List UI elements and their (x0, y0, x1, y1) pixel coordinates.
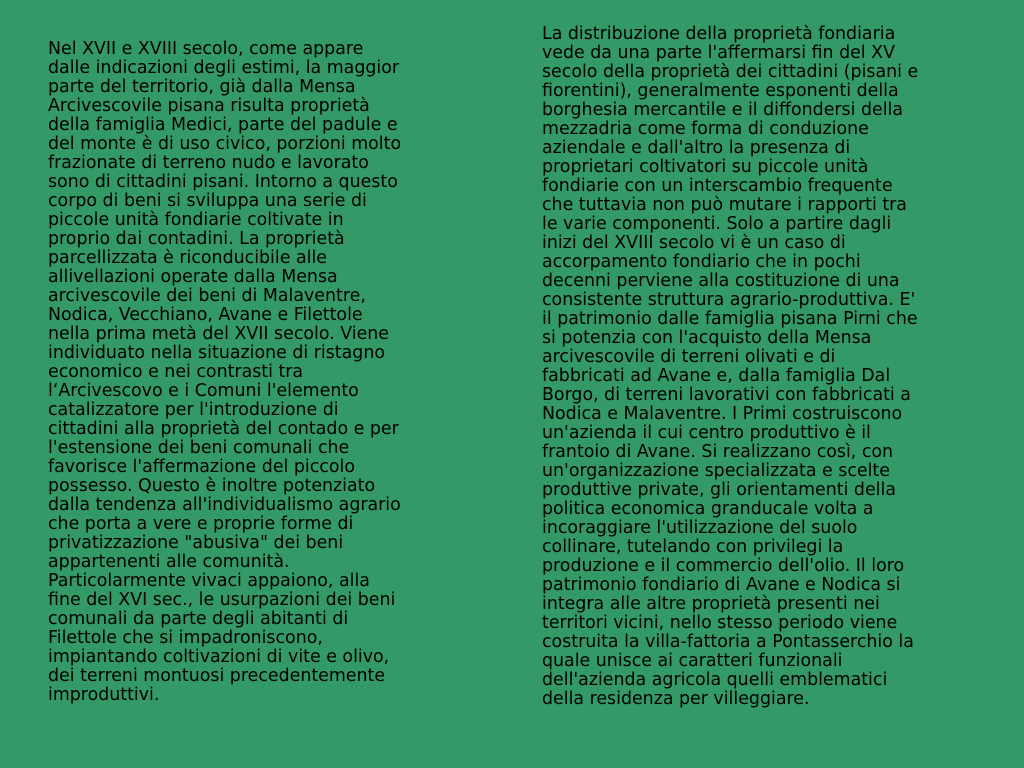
left-text-column: Nel XVII e XVIII secolo, come appare dalle indicazioni degli estimi, la maggior parte del territorio, già dalla Mensa Arcivescovile pisana risulta proprietà della famiglia Medici, parte del padule e del monte è di uso civico, porzioni molto frazionate di terreno nudo e lavorato sono di cittadini pisani. Intorno a questo corpo di beni si sviluppa una serie di piccole unità fondiarie coltivate in proprio dai contadini. La proprietà parcellizzata è riconducibile alle allivellazioni operate dalla Mensa arcivescovile dei beni di Malaventre, Nodica, Vecchiano, Avane e Filettole nella prima metà del XVII secolo. Viene individuato nella situazione di ristagno economico e nei contrasti tra l‘Arcivescovo e i Comuni l'elemento catalizzatore per l'introduzione di cittadini alla proprietà del contado e per l'estensione dei beni comunali che favorisce l'affermazione del piccolo possesso. Questo è inoltre potenziato dalla tendenza all'individualismo agrario che porta a vere e proprie forme di privatizzazione "abusiva" dei beni appartenenti alle comunità. Particolarmente vivaci appaiono, alla fine del XVI sec., le usurpazioni dei beni comunali da parte degli abitanti di Filettole che si impadroniscono, impiantando coltivazioni di vite e olivo, dei terreni montuosi precedentemente improduttivi. (48, 39, 402, 705)
right-text-column: La distribuzione della proprietà fondiaria vede da una parte l'affermarsi fin del XV secolo della proprietà dei cittadini (pisani e fiorentini), generalmente esponenti della borghesia mercantile e il diffondersi della mezzadria come forma di conduzione aziendale e dall'altro la presenza di proprietari coltivatori su piccole unità fondiarie con un interscambio frequente che tuttavia non può mutare i rapporti tra le varie componenti. Solo a partire dagli inizi del XVIII secolo vi è un caso di accorpamento fondiario che in pochi decenni perviene alla costituzione di una consistente struttura agrario-produttiva. E' il patrimonio dalle famiglia pisana Pirni che si potenzia con l'acquisto della Mensa arcivescovile di terreni olivati e di fabbricati ad Avane e, dalla famiglia Dal Borgo, di terreni lavorativi con fabbricati a Nodica e Malaventre. I Primi costruiscono un'azienda il cui centro produttivo è il frantoio di Avane. Si realizzano così, con un'organizzazione specializzata e scelte produttive private, gli orientamenti della politica economica granducale volta a incoraggiare l'utilizzazione del suolo collinare, tutelando con privilegi la produzione e il commercio dell'olio. Il loro patrimonio fondiario di Avane e Nodica si integra alle altre proprietà presenti nei territori vicini, nello stesso periodo viene costruita la villa-fattoria a Pontasserchio la quale unisce ai caratteri funzionali dell'azienda agricola quelli emblematici della residenza per villeggiare. (542, 24, 919, 709)
